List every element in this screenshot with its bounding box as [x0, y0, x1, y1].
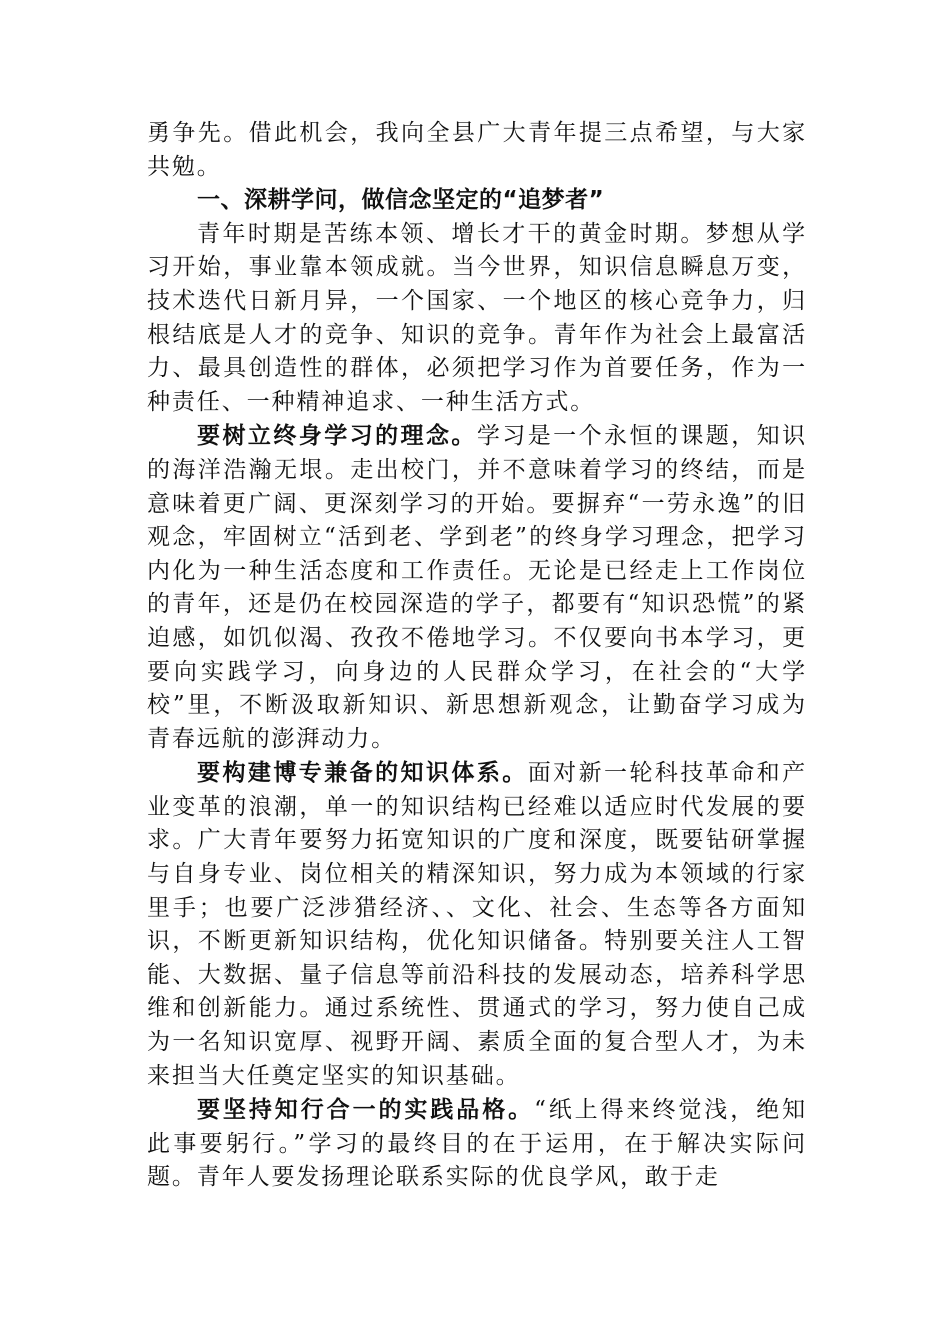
point-paragraph-lifelong-learning — [147, 419, 807, 756]
intro-paragraph: 青年时期是苦练本领、增长才干的黄金时期。梦想从学习开始，事业靠本领成就。当今世界，知识信息瞬息万变，技术迭代日新月异，一个国家、一个地区的核心竞争力，归根结底是人才的竞争、知识的竞争。青年作为社会上最富活力、最具创造性的群体，必须把学习作为首要任务，作为一种责任、一种精神追求、一种生活方式。 — [147, 220, 807, 415]
point-lead: 要构建博专兼备的知识体系。 — [197, 759, 528, 787]
point-body: 学习是一个永恒的课题，知识的海洋浩瀚无垠。走出校门，并不意味着学习的终结，而是意味着更广阔、更深刻学习的开始。要摒弃“一劳永逸”的旧观念，牢固树立“活到老、学到老”的终身学习理念，把学习内化为一种生活态度和工作责任。无论是已经走上工作岗位的青年，还是仍在校园深造的学子，都要有“知识恐慌”的紧迫感，如饥似渴、孜孜不倦地学习。不仅要向书本学习，更要向实践学习，向身边的人民群众学习，在社会的“大学校”里，不断汲取新知识、新思想新观念，让勤奋学习成为青春远航的澎湃动力。 — [147, 423, 807, 752]
point-lead: 要坚持知行合一的实践品格。 — [197, 1096, 535, 1124]
document-body — [147, 117, 807, 1195]
point-body: 面对新一轮科技革命和产业变革的浪潮，单一的知识结构已经难以适应时代发展的要求。广大青年要努力拓宽知识的广度和深度，既要钻研掌握与自身专业、岗位相关的精深知识，努力成为本领域的行家里手；也要广泛涉猎经济、、文化、社会、生态等各方面知识，不断更新知识结构，优化知识储备。特别要关注人工智能、大数据、量子信息等前沿科技的发展动态，培养科学思维和创新能力。通过系统性、贯通式的学习，努力使自己成为一名知识宽厚、视野开阔、素质全面的复合型人才，为未来担当大任奠定坚实的知识基础。 — [147, 760, 808, 1089]
point-lead: 要树立终身学习的理念。 — [197, 422, 477, 450]
point-paragraph-knowledge-system — [147, 756, 807, 1093]
point-body: “纸上得来终觉浅，绝知此事要躬行。”学习的最终目的在于运用，在于解决实际问题。青年人要发扬理论联系实际的优良学风，敢于走 — [147, 1097, 807, 1191]
point-paragraph-practice — [147, 1093, 807, 1195]
opening-paragraph: 勇争先。借此机会，我向全县广大青年提三点希望，与大家共勉。 — [147, 120, 807, 180]
section-heading: 一、深耕学问，做信念坚定的“追梦者” — [197, 187, 605, 214]
